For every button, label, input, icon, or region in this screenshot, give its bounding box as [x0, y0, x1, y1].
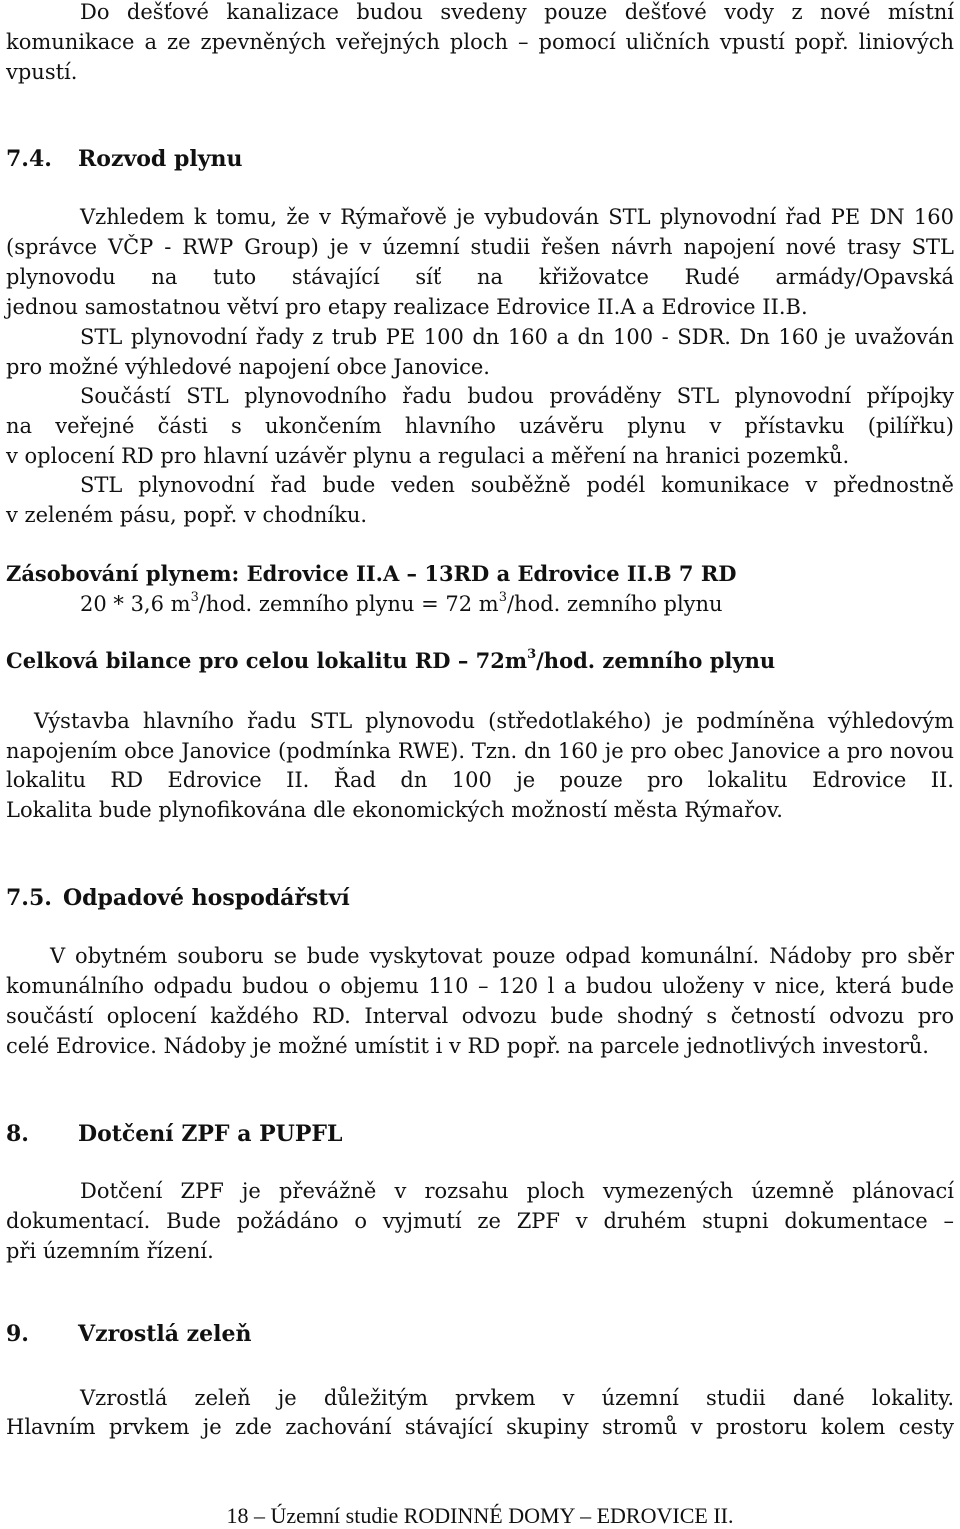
section-number: 9.: [6, 1321, 29, 1347]
paragraph-line: Výstavba hlavního řadu STL plynovodu (středotlakého) je podmíněna výhledovým: [34, 709, 954, 733]
total-balance: Celková bilance pro celou lokalitu RD – $72m^3$/hod. zemního plynu: [6, 647, 776, 673]
intro-line: komunikace a ze zpevněných veřejných ploch – pomocí uličních vpustí popř. liniových: [6, 30, 954, 54]
paragraph-line: pro možné výhledové napojení obce Janovice.: [6, 355, 490, 379]
paragraph-line: celé Edrovice. Nádoby je možné umístit i v RD popř. na parcele jednotlivých investorů.: [6, 1034, 929, 1058]
paragraph-line: V obytném souboru se bude vyskytovat pouze odpad komunální. Nádoby pro sběr: [50, 944, 954, 968]
paragraph-line: STL plynovodní řad bude veden souběžně podél komunikace v přednostně: [80, 473, 954, 497]
paragraph-line: lokalitu RD Edrovice II. Řad dn 100 je pouze pro lokalitu Edrovice II.: [6, 768, 954, 792]
paragraph-line: Dotčení ZPF je převážně v rozsahu ploch vymezených územně plánovací: [80, 1179, 954, 1203]
page-footer: 18 – Územní studie RODINNÉ DOMY – EDROVICE II.: [226, 1503, 734, 1528]
section-heading-7-4: [6, 144, 954, 174]
paragraph-line: při územním řízení.: [6, 1239, 214, 1263]
intro-line: Do dešťové kanalizace budou svedeny pouze dešťové vody z nové místní: [80, 0, 954, 24]
paragraph-line: součástí oplocení každého RD. Interval odvozu bude shodný s četností odvozu pro: [6, 1004, 954, 1028]
paragraph-line: jednou samostatnou větví pro etapy realizace Edrovice II.A a Edrovice II.B.: [6, 295, 808, 319]
section-title: Odpadové hospodářství: [63, 885, 350, 911]
paragraph-line: STL plynovodní řady z trub PE 100 dn 160 a dn 100 - SDR. Dn 160 je uvažován: [80, 325, 954, 349]
paragraph-line: plynovodu na tuto stávající síť na křižovatce Rudé armády/Opavská: [6, 265, 954, 289]
section-number: 7.5.: [6, 885, 52, 911]
paragraph-line: na veřejné části s ukončením hlavního uzávěru plynu v přístavku (pilířku): [6, 414, 954, 438]
paragraph-line: dokumentací. Bude požádáno o vyjmutí ze ZPF v druhém stupni dokumentace –: [6, 1209, 954, 1233]
section-title: Dotčení ZPF a PUPFL: [78, 1121, 343, 1147]
section-heading-7-5: [6, 883, 954, 913]
section-title: Rozvod plynu: [78, 146, 243, 172]
intro-line: vpustí.: [6, 60, 78, 84]
section-heading-9: [6, 1319, 954, 1349]
paragraph-line: v zeleném pásu, popř. v chodníku.: [6, 503, 368, 527]
paragraph-line: Součástí STL plynovodního řadu budou prováděny STL plynovodní přípojky: [80, 384, 954, 408]
paragraph-line: Vzhledem k tomu, že v Rýmařově je vybudován STL plynovodní řad PE DN 160: [80, 205, 954, 229]
section-number: 8.: [6, 1121, 29, 1147]
paragraph-line: napojením obce Janovice (podmínka RWE). Tzn. dn 160 je pro obec Janovice a pro novou: [6, 739, 954, 763]
paragraph-line: v oplocení RD pro hlavní uzávěr plynu a regulaci a měření na hranici pozemků.: [6, 444, 850, 468]
section-heading-8: [6, 1119, 954, 1149]
section-number: 7.4.: [6, 146, 52, 172]
paragraph-line: Hlavním prvkem je zde zachování stávající skupiny stromů v prostoru kolem cesty: [6, 1415, 954, 1439]
paragraph-line: Vzrostlá zeleň je důležitým prvkem v územní studii dané lokality.: [80, 1386, 954, 1410]
section-title: Vzrostlá zeleň: [78, 1321, 252, 1347]
paragraph-line: (správce VČP - RWP Group) je v územní studii řešen návrh napojení nové trasy STL: [6, 235, 954, 259]
gas-supply-heading: Zásobování plynem: Edrovice II.A – 13RD a Edrovice II.B 7 RD: [6, 561, 737, 586]
paragraph-line: komunálního odpadu budou o objemu 110 – 120 l a budou uloženy v nice, která bude: [6, 974, 954, 998]
paragraph-line: Lokalita bude plynofikována dle ekonomických možností města Rýmařov.: [6, 798, 783, 822]
gas-supply-calculation: 20 * 3,6 $m^3$/hod. zemního plynu = 72 $m^3$/hod. zemního plynu: [80, 590, 723, 616]
